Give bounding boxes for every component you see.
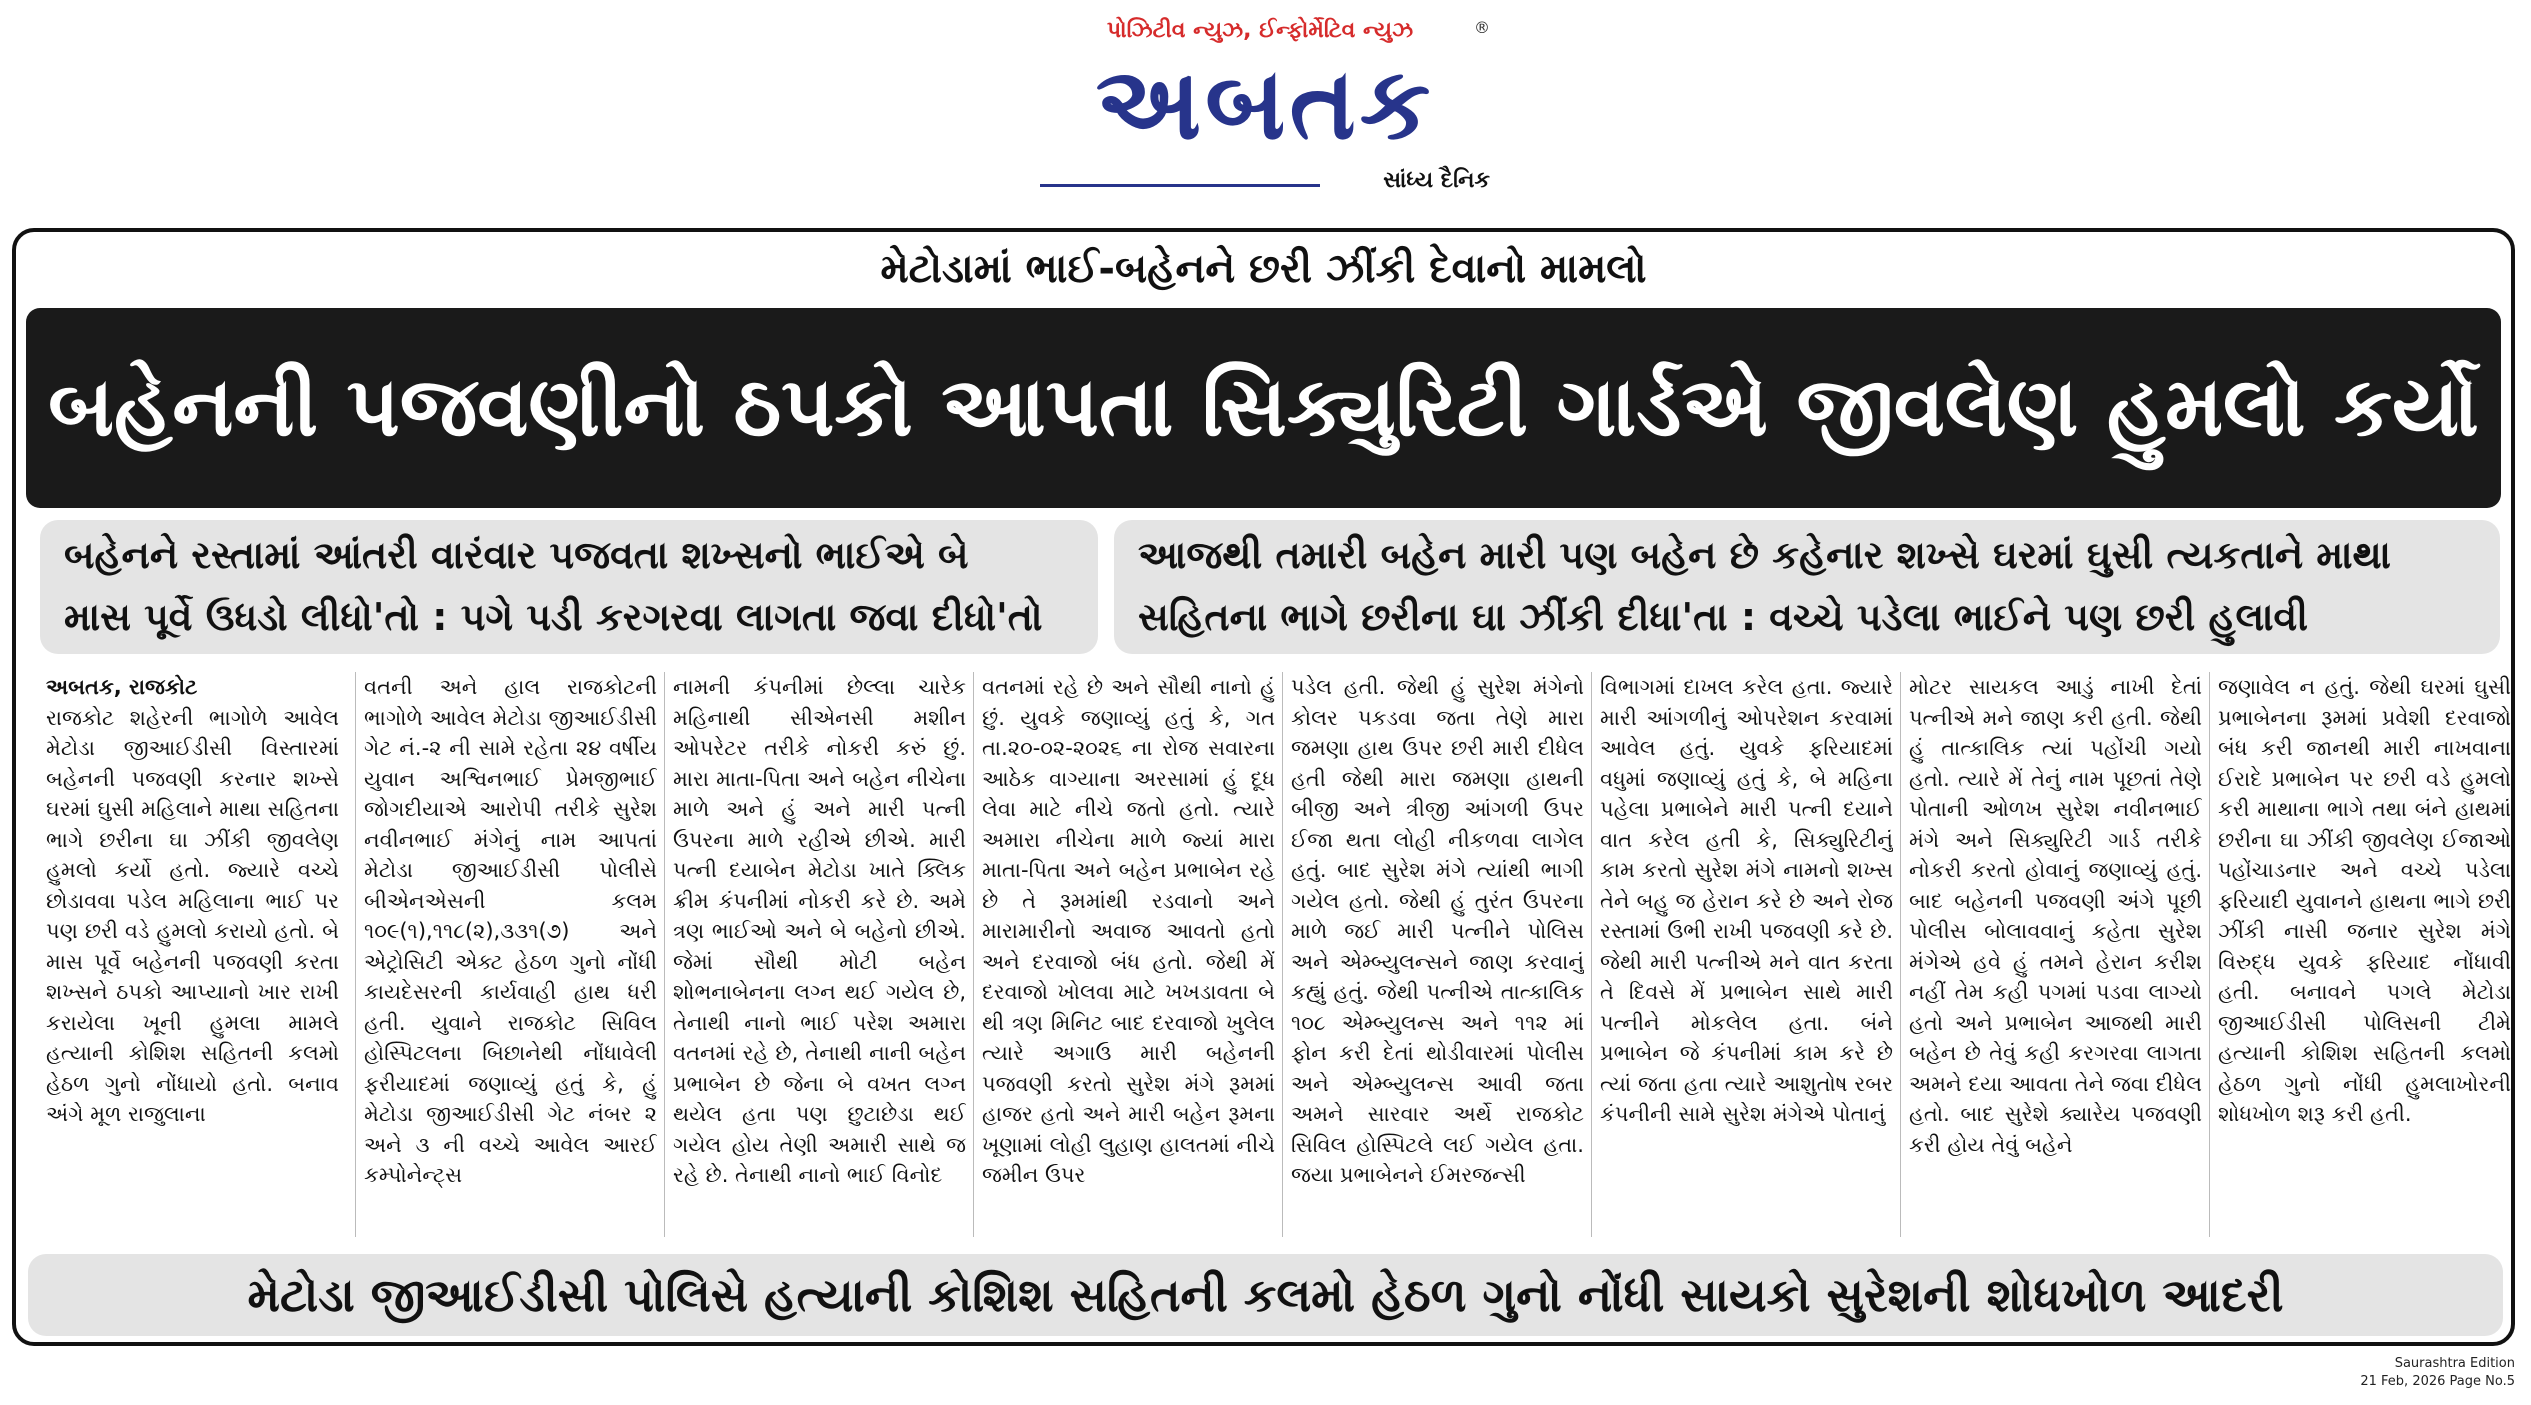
registered-mark: ®: [1474, 18, 1490, 37]
article-column-7: [1900, 672, 2202, 1237]
article-kicker: મેટોડામાં ભાઈ-બહેનને છરી ઝીંકી દેવાનો મામલો: [880, 246, 1647, 292]
subhead-left: [40, 520, 1098, 654]
column-text: વતની અને હાલ રાજકોટની ભાગોળે આવેલ મેટોડા જીઆઈડીસી ગેટ નં.-૨ ની સામે રહેતા ૨૪ વર્ષીય યુવાન અશ્વિનભાઈ પ્રેમજીભાઈ જોગદીયાએ આરોપી તરીકે સુરેશ નવીનભાઈ મંગેનું નામ આપતાં મેટોડા જીઆઈડીસી પોલીસે બીએનએસની કલમ ૧૦૯(૧),૧૧૮(૨),૩૩૧(૭) અને એટ્રોસિટી એક્ટ હેઠળ ગુનો નોંધી કાયદેસરની કાર્યવાહી હાથ ધરી હતી. યુવાને રાજકોટ સિવિલ હોસ્પિટલના બિછાનેથી નોંધાવેલી ફરીયાદમાં જણાવ્યું હતું કે, હું મેટોડા જીઆઈડીસી ગેટ નંબર ૨ અને ૩ ની વચ્ચે આવેલ આરઈ કમ્પોનેન્ટ્સ: [364, 675, 657, 1187]
article-headline: બહેનની પજવણીનો ઠપકો આપતા સિક્યુરિટી ગાર્ડએ જીવલેણ હુમલો કર્યો: [48, 360, 2479, 455]
article-column-5: [1282, 672, 1584, 1237]
edition-name: Saurashtra Edition: [2394, 1356, 2515, 1371]
masthead: [0, 0, 2531, 215]
edition-date-page: 21 Feb, 2026 Page No.5: [2360, 1374, 2515, 1389]
subhead-left-line-2: માસ પૂર્વે ઉધડો લીધો'તો : પગે પડી કરગરવા લાગતા જવા દીધો'તો: [64, 595, 1043, 639]
subhead-right: [1114, 520, 2500, 654]
subhead-right-line-2: સહિતના ભાગે છરીના ઘા ઝીંકી દીધા'તા : વચ્ચે પડેલા ભાઈને પણ છરી હુલાવી: [1138, 595, 2309, 639]
article-column-4: [973, 672, 1275, 1237]
column-text: વિભાગમાં દાખલ કરેલ હતા. જ્યારે મારી આંગળીનું ઓપરેશન કરવામાં આવેલ હતું. યુવકે ફરિયાદમાં વધુમાં જણાવ્યું હતું કે, બે મહિના પહેલા પ્રભાબેને મારી પત્ની દયાને વાત કરેલ હતી કે, સિક્યુરિટીનું કામ કરતો સુરેશ મંગે નામનો શખ્સ તેને બહુ જ હેરાન કરે છે અને રોજ રસ્તામાં ઉભી રાખી પજવણી કરે છે. જેથી મારી પત્નીએ મને વાત કરતા તે દિવસે મેં પ્રભાબેન સાથે મારી પત્નીને મોકલેલ હતા. બંને પ્રભાબેન જે કંપનીમાં કામ કરે છે ત્યાં જતા હતા ત્યારે આશુતોષ રબર કંપનીની સામે સુરેશ મંગેએ પોતાનું: [1600, 675, 1893, 1126]
article-frame: [12, 228, 2515, 1346]
article-column-2: [355, 672, 657, 1237]
column-text: મોટર સાયકલ આડું નાખી દેતાં પત્નીએ મને જાણ કરી હતી. જેથી હું તાત્કાલિક ત્યાં પહોંચી ગયો હતો. ત્યારે મેં તેનું નામ પૂછતાં તેણે પોતાની ઓળખ સુરેશ નવીનભાઈ મંગે અને સિક્યુરિટી ગાર્ડ તરીકે નોકરી કરતો હોવાનું જણાવ્યું હતું. બાદ બહેનની પજવણી અંગે પૂછી પોલીસ બોલાવવાનું કહેતા સુરેશ મંગેએ હવે હું તમને હેરાન કરીશ નહીં તેમ કહી પગમાં પડવા લાગ્યો હતો અને પ્રભાબેન આજથી મારી બહેન છે તેવું કહી કરગરવા લાગતા અમને દયા આવતા તેને જવા દીધેલ હતો. બાદ સુરેશે ક્યારેય પજવણી કરી હોય તેવું બહેને: [1909, 675, 2202, 1157]
column-text: નામની કંપનીમાં છેલ્લા ચારેક મહિનાથી સીએનસી મશીન ઓપરેટર તરીકે નોકરી કરું છું. મારા માતા-પિતા અને બહેન નીચેના માળે અને હું અને મારી પત્ની ઉપરના માળે રહીએ છીએ. મારી પત્ની દયાબેન મેટોડા ખાતે ક્લિક ક્રીમ કંપનીમાં નોકરી કરે છે. અમે ત્રણ ભાઈઓ અને બે બહેનો છીએ. જેમાં સૌથી મોટી બહેન શોભનાબેનના લગ્ન થઈ ગયેલ છે, તેનાથી નાનો ભાઈ પરેશ અમારા વતનમાં રહે છે, તેનાથી નાની બહેન પ્રભાબેન છે જેના બે વખત લગ્ન થયેલ હતા પણ છુટાછેડા થઈ ગયેલ હોય તેણી અમારી સાથે જ રહે છે. તેનાથી નાનો ભાઈ વિનોદ: [673, 675, 966, 1187]
article-column-6: [1591, 672, 1893, 1237]
edition-info: [2360, 1355, 2515, 1391]
article-body: [46, 672, 2511, 1237]
column-text: રાજકોટ શહેરની ભાગોળે આવેલ મેટોડા જીઆઈડીસી વિસ્તારમાં બહેનની પજવણી કરનાર શખ્સે ઘરમાં ઘુસી મહિલાને માથા સહિતના ભાગે છરીના ઘા ઝીંકી જીવલેણ હુમલો કર્યો હતો. જ્યારે વચ્ચે છોડાવવા પડેલ મહિલાના ભાઈ પર પણ છરી વડે હુમલો કરાયો હતો. બે માસ પૂર્વે બહેનની પજવણી કરતા શખ્સને ઠપકો આપ્યાનો ખાર રાખી કરાયેલા ખૂની હુમલા મામલે હત્યાની કોશિશ સહિતની કલમો હેઠળ ગુનો નોંધાયો હતો. બનાવ અંગે મૂળ રાજુલાના: [46, 705, 339, 1126]
masthead-subtitle: સાંધ્ય દૈનિક: [1383, 168, 1490, 193]
newspaper-logo: અબતક: [1095, 45, 1435, 162]
subhead-left-line-1: બહેનને રસ્તામાં આંતરી વારંવાર પજવતા શખ્સનો ભાઈએ બે: [64, 533, 969, 577]
bottom-highlight-bar: [28, 1254, 2503, 1336]
bottom-highlight-text: મેટોડા જીઆઈડીસી પોલિસે હત્યાની કોશિશ સહિતની કલમો હેઠળ ગુનો નોંધી સાયકો સુરેશની શોધખોળ આદરી: [247, 1268, 2284, 1322]
column-text: પડેલ હતી. જેથી હું સુરેશ મંગેનો કોલર પકડવા જતા તેણે મારા જમણા હાથ ઉપર છરી મારી દીધેલ હતી જેથી મારા જમણા હાથની બીજી અને ત્રીજી આંગળી ઉપર ઈજા થતા લોહી નીકળવા લાગેલ હતું. બાદ સુરેશ મંગે ત્યાંથી ભાગી ગયેલ હતો. જેથી હું તુરંત ઉપરના માળે જઈ મારી પત્નીને પોલિસ અને એમ્બ્યુલન્સને જાણ કરવાનું કહ્યું હતું. જેથી પત્નીએ તાત્કાલિક ૧૦૮ એમ્બ્યુલન્સ અને ૧૧૨ માં ફોન કરી દેતાં થોડીવારમાં પોલીસ અને એમ્બ્યુલન્સ આવી જતા અમને સારવાર અર્થે રાજકોટ સિવિલ હોસ્પિટલે લઈ ગયેલ હતા. જયા પ્રભાબેનને ઈમરજન્સી: [1291, 675, 1584, 1187]
article-column-3: [664, 672, 966, 1237]
article-byline: અબતક, રાજકોટ: [46, 675, 198, 699]
masthead-tagline: પોઝિટીવ ન્યુઝ, ઈન્ફોર્મેટિવ ન્યુઝ: [1106, 18, 1414, 43]
article-column-1: [46, 672, 339, 1237]
subhead-right-line-1: આજથી તમારી બહેન મારી પણ બહેન છે કહેનાર શખ્સે ઘરમાં ઘુસી ત્યકતાને માથા: [1138, 533, 2391, 577]
headline-bar: [26, 308, 2501, 508]
masthead-divider: [1040, 184, 1320, 187]
column-text: વતનમાં રહે છે અને સૌથી નાનો હું છું. યુવકે જણાવ્યું હતું કે, ગત તા.૨૦-૦૨-૨૦૨૬ ના રોજ સવારના આઠેક વાગ્યાના અરસામાં હું દૂધ લેવા માટે નીચે જતો હતો. ત્યારે અમારા નીચેના માળે જ્યાં મારા માતા-પિતા અને બહેન પ્રભાબેન રહે છે તે રૂમમાંથી રડવાનો અને મારામારીનો અવાજ આવતો હતો અને દરવાજો બંધ હતો. જેથી મેં દરવાજો ખોલવા માટે ખખડાવતા બે થી ત્રણ મિનિટ બાદ દરવાજો ખુલેલ ત્યારે અગાઉ મારી બહેનની પજવણી કરતો સુરેશ મંગે રૂમમાં હાજર હતો અને મારી બહેન રૂમના ખૂણામાં લોહી લુહાણ હાલતમાં નીચે જમીન ઉપર: [982, 675, 1275, 1187]
column-text: જણાવેલ ન હતું. જેથી ઘરમાં ઘુસી પ્રભાબેનના રૂમમાં પ્રવેશી દરવાજો બંધ કરી જાનથી મારી નાખવાના ઈરાદે પ્રભાબેન પર છરી વડે હુમલો કરી માથાના ભાગે તથા બંને હાથમાં છરીના ઘા ઝીંકી જીવલેણ ઈજાઓ પહોંચાડનાર અને વચ્ચે પડેલા ફરિયાદી યુવાનને હાથના ભાગે છરી ઝીંકી નાસી જનાર સુરેશ મંગે વિરુદ્ધ યુવકે ફરિયાદ નોંધાવી હતી. બનાવને પગલે મેટોડા જીઆઈડીસી પોલિસની ટીમે હત્યાની કોશિશ સહિતની કલમો હેઠળ ગુનો નોંધી હુમલાખોરની શોધખોળ શરૂ કરી હતી.: [2218, 675, 2511, 1126]
article-column-8: [2209, 672, 2511, 1237]
